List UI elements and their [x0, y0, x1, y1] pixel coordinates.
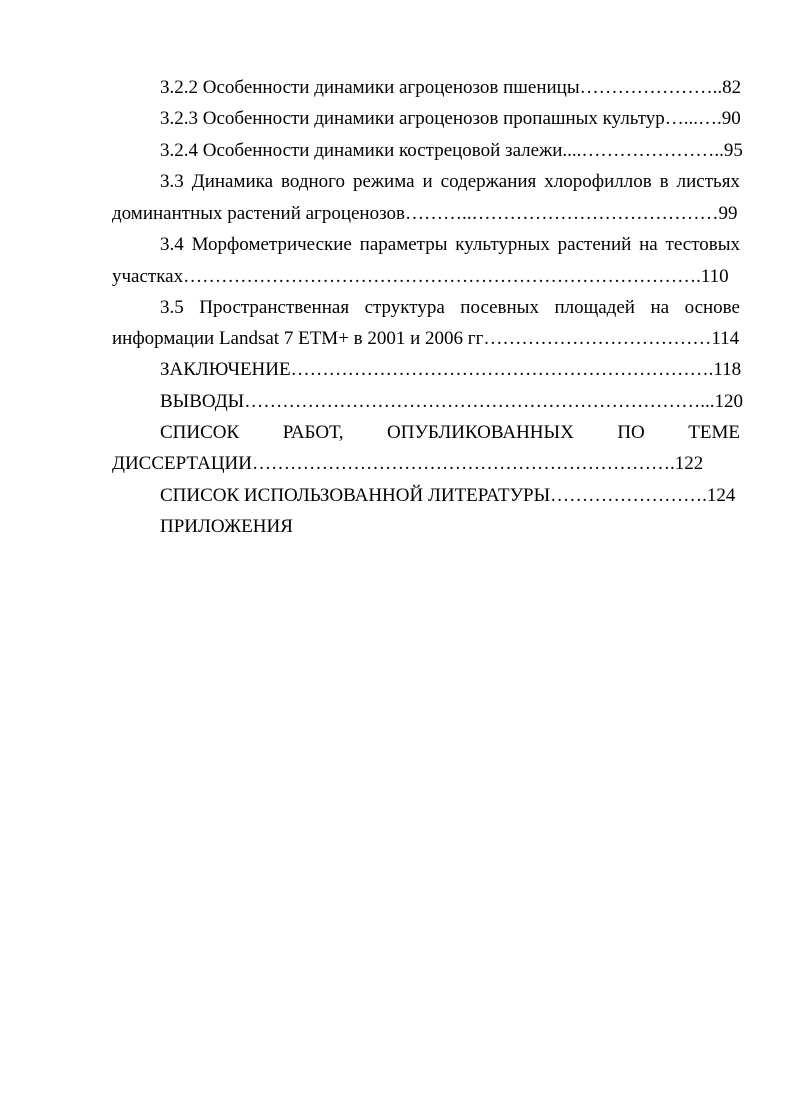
toc-entry-findings: ВЫВОДЫ………………………………………………………………...120: [160, 391, 743, 412]
word: 3.3: [160, 171, 184, 192]
word: на: [650, 297, 670, 318]
word: и: [422, 171, 433, 192]
word: хлорофиллов: [544, 171, 652, 192]
word: 3.5: [160, 297, 184, 318]
word: тестовых: [665, 234, 740, 255]
word: листьях: [676, 171, 740, 192]
toc-entry-literature: СПИСОК ИСПОЛЬЗОВАННОЙ ЛИТЕРАТУРЫ…………………….124: [160, 485, 736, 506]
word: РАБОТ,: [282, 422, 344, 443]
word: водного: [281, 171, 345, 192]
toc-entry-3-4-line2: участках……………………………………………………………………….110: [112, 266, 729, 287]
word: ОПУБЛИКОВАННЫХ: [387, 422, 574, 443]
word: 3.4: [160, 234, 184, 255]
word: Морфометрические: [191, 234, 352, 255]
word: структура: [364, 297, 445, 318]
word: Пространственная: [199, 297, 350, 318]
word: посевных: [460, 297, 539, 318]
toc-entry-conclusion: ЗАКЛЮЧЕНИЕ………………………………………………………….118: [160, 359, 742, 380]
word: растений: [557, 234, 632, 255]
word: ТЕМЕ: [688, 422, 740, 443]
toc-entry-3-3-line2: доминантных растений агроценозов………..…………………………………99: [112, 203, 738, 224]
word: СПИСОК: [160, 422, 240, 443]
toc-entry-3-5-line2: информации Landsat 7 ETM+ в 2001 и 2006 гг………………………………114: [112, 328, 740, 349]
toc-entry-publications-line2: ДИССЕРТАЦИИ………………………………………………………….122: [112, 453, 704, 474]
toc-entry-publications-line1: [112, 421, 740, 445]
word: ПО: [617, 422, 645, 443]
word: параметры: [359, 234, 448, 255]
word: Динамика: [191, 171, 274, 192]
toc-entry-3-2-2: 3.2.2 Особенности динамики агроценозов пшеницы…………………..82: [160, 77, 742, 98]
word: на: [639, 234, 658, 255]
toc-entry-3-2-3: 3.2.3 Особенности динамики агроценозов пропашных культур…...….90: [160, 108, 741, 129]
toc-entry-3-2-4: 3.2.4 Особенности динамики кострецовой залежи....…………………..95: [160, 140, 743, 161]
word: культурных: [455, 234, 550, 255]
word: площадей: [554, 297, 635, 318]
toc-entry-3-4-line1: [112, 233, 740, 257]
toc-entry-3-5-line1: [112, 296, 740, 320]
word: содержания: [440, 171, 537, 192]
word: в: [659, 171, 669, 192]
word: режима: [352, 171, 415, 192]
toc-entry-appendices: ПРИЛОЖЕНИЯ: [160, 516, 293, 537]
word: основе: [684, 297, 740, 318]
toc-entry-3-3-line1: [112, 170, 740, 194]
